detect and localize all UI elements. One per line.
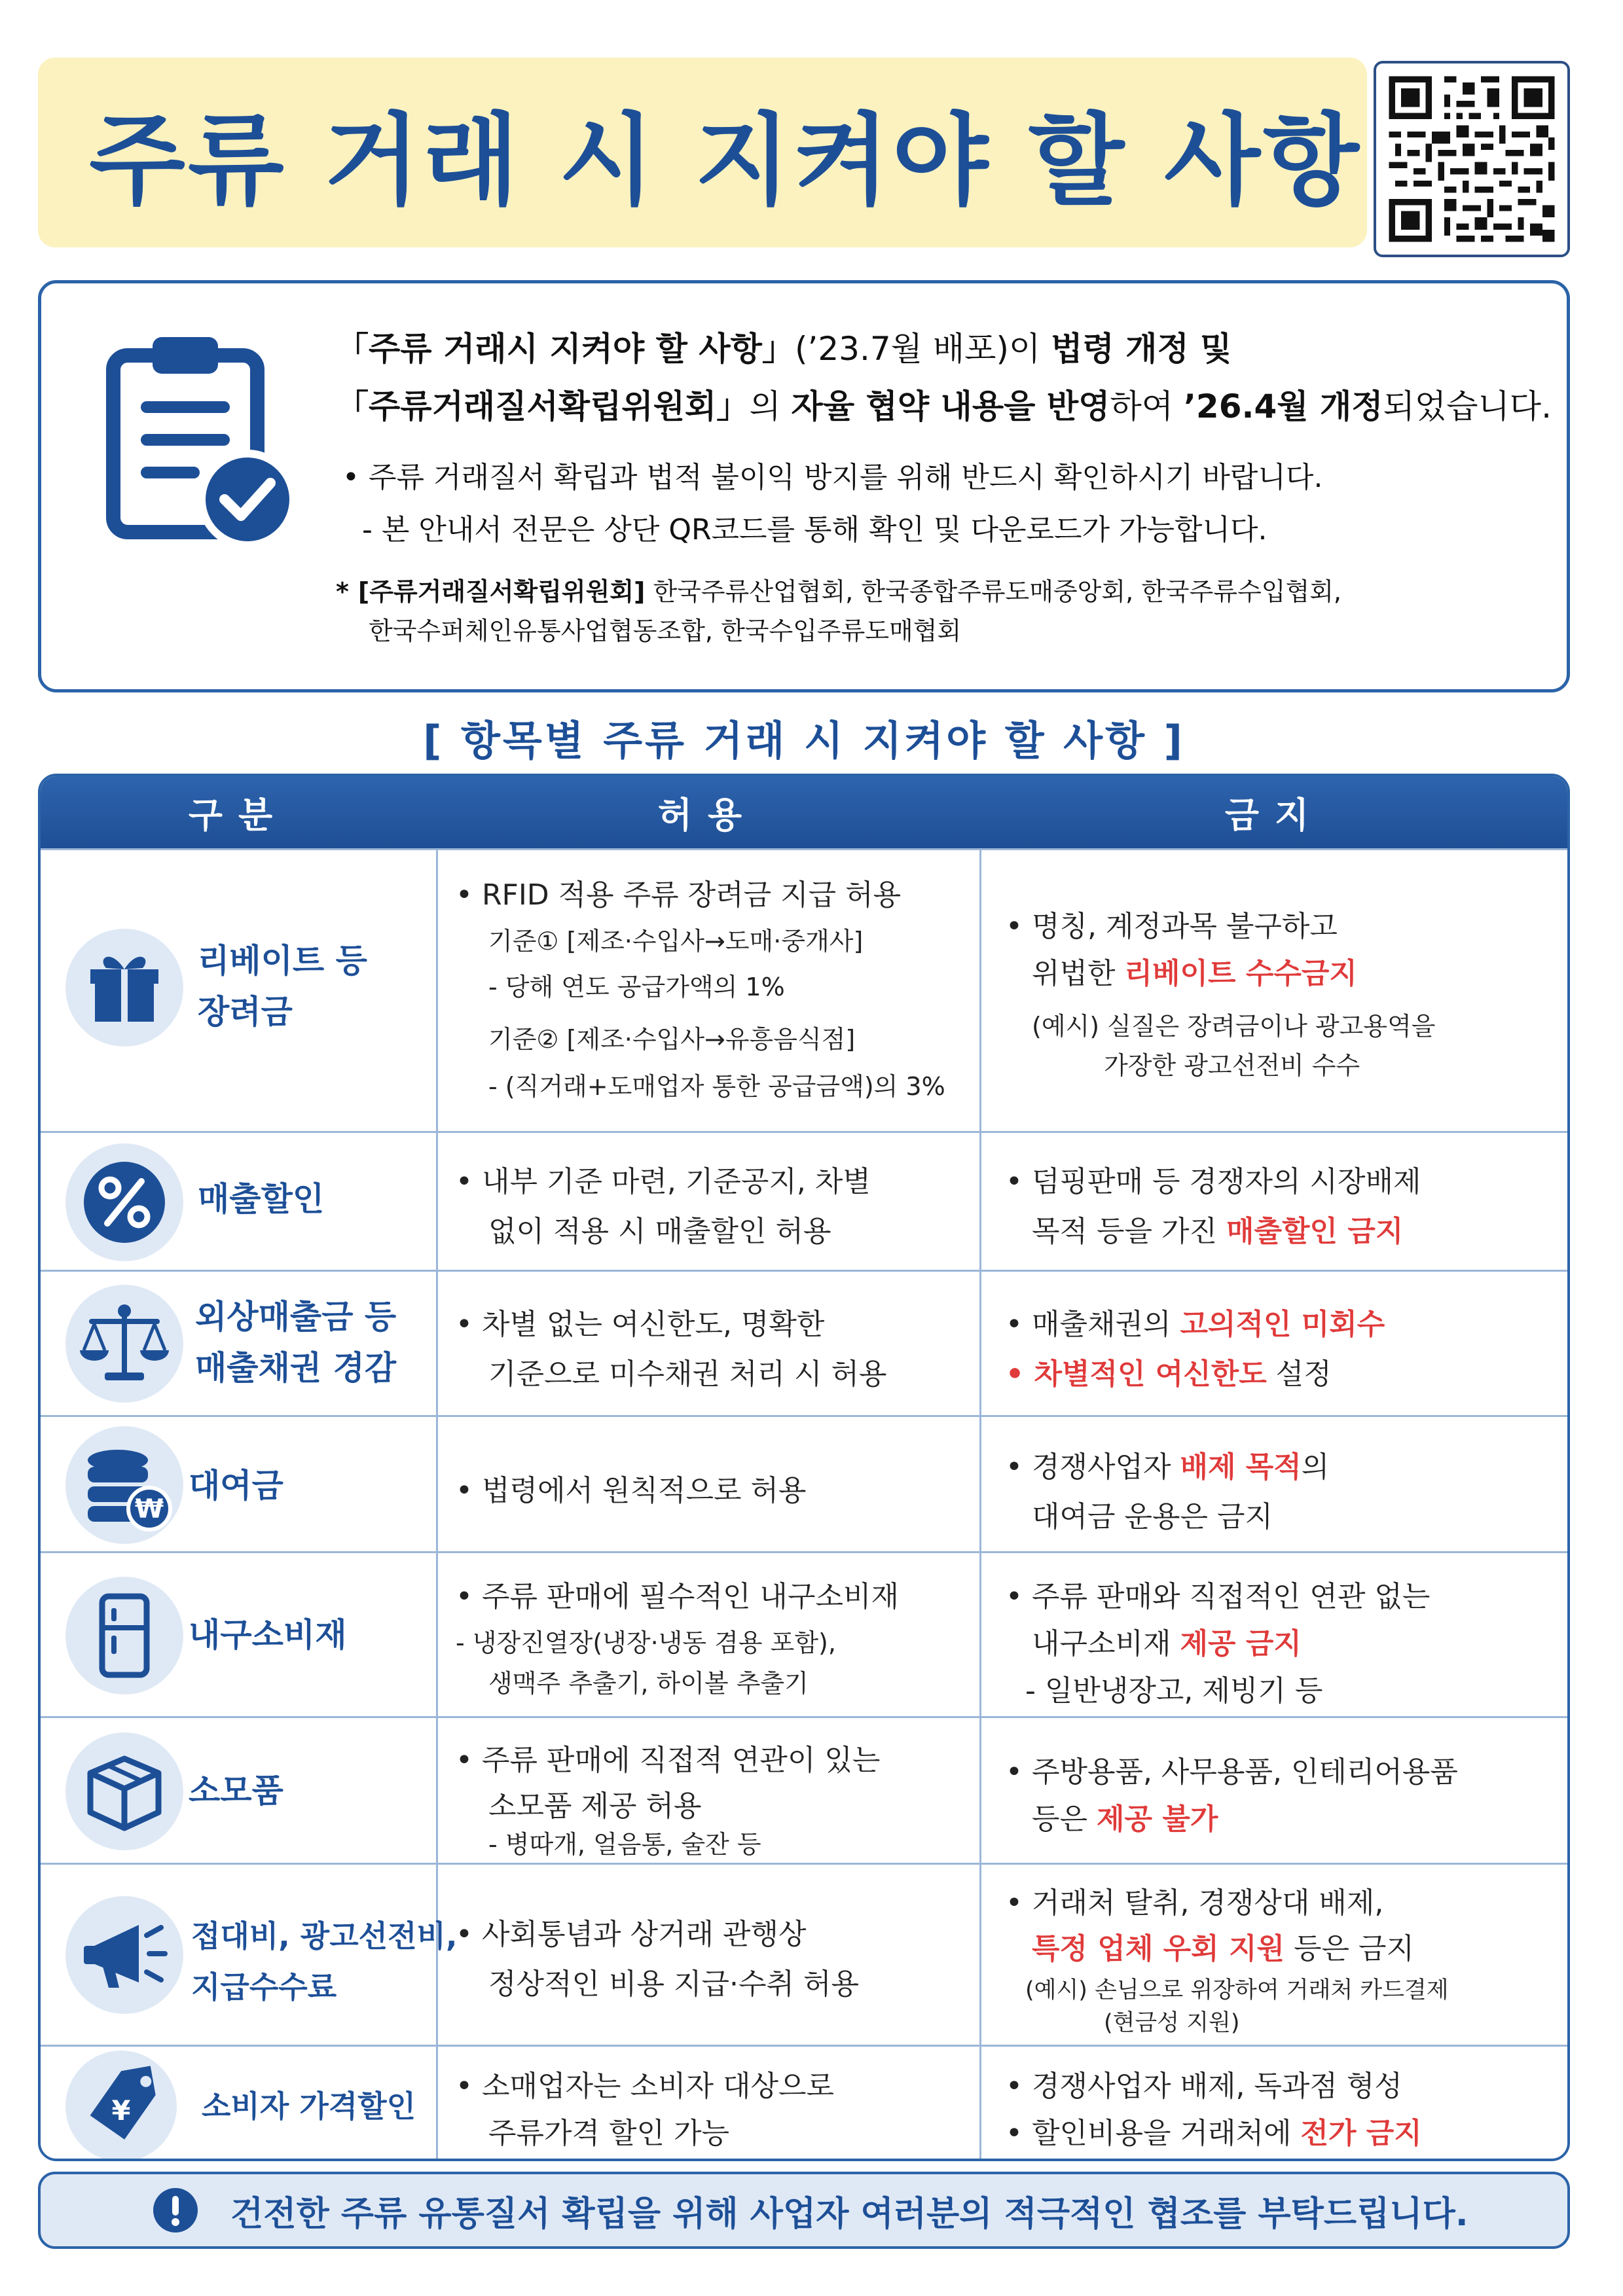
allowed-cell bbox=[436, 1133, 979, 1270]
allowed-text: • 주류 판매에 직접적 연관이 있는 bbox=[456, 1744, 881, 1777]
table-row bbox=[41, 1716, 1567, 1863]
category-label bbox=[189, 1609, 429, 1660]
prohibited-text bbox=[1006, 1300, 1385, 1342]
prohibited-cell bbox=[979, 1553, 1570, 1716]
allowed-cell bbox=[436, 1553, 979, 1716]
footer-message: 건전한 주류 유통질서 확립을 위해 사업자 여러분의 적극적인 협조를 부탁드립니다. bbox=[230, 2194, 1468, 2234]
intro-distribution-note: (’23.7월 배포)이 bbox=[794, 330, 1051, 368]
svg-text:₩: ₩ bbox=[134, 1494, 164, 1524]
intro-bullet-2: - 본 안내서 전문은 상단 QR코드를 통해 확인 및 다운로드가 가능합니다. bbox=[362, 513, 1267, 547]
prohibited-cell bbox=[979, 1865, 1570, 2045]
intro-text: 하여 bbox=[1110, 387, 1184, 425]
prohibited-text-part: 설정 bbox=[1266, 1357, 1332, 1391]
allowed-cell bbox=[436, 2047, 979, 2161]
prohibited-highlight: 배제 목적 bbox=[1180, 1450, 1302, 1484]
allowed-text: • 사회통념과 상거래 관행상 bbox=[456, 1918, 807, 1951]
allowed-text: 생맥주 추출기, 하이볼 추출기 bbox=[488, 1669, 809, 1698]
prohibited-text: • 주류 판매와 직접적인 연관 없는 bbox=[1006, 1580, 1431, 1613]
allowed-text: - 냉장진열장(냉장·냉동 겸용 포함), bbox=[456, 1628, 836, 1657]
category-cell bbox=[41, 1865, 458, 2045]
prohibited-example: (현금성 지원) bbox=[1104, 2010, 1240, 2036]
prohibited-cell bbox=[979, 1417, 1570, 1551]
price-tag-icon bbox=[65, 2051, 177, 2161]
prohibited-text bbox=[1032, 1620, 1302, 1662]
prohibited-cell bbox=[979, 850, 1570, 1131]
page-title: 주류 거래 시 지켜야 할 사항 bbox=[89, 103, 1362, 219]
prohibited-text bbox=[1006, 1350, 1332, 1392]
category-line: 소모품 bbox=[189, 1772, 283, 1810]
category-line: 접대비, 광고선전비, bbox=[191, 1918, 458, 1954]
coin-stack-icon bbox=[65, 1426, 183, 1544]
allowed-text: • 법령에서 원칙적으로 허용 bbox=[456, 1474, 807, 1507]
prohibited-text-part: • 매출채권의 bbox=[1006, 1308, 1180, 1341]
intro-revision-date: ’26.4월 개정 bbox=[1183, 387, 1383, 425]
allowed-text: - 병따개, 얼음통, 술잔 등 bbox=[488, 1830, 761, 1859]
prohibited-cell bbox=[979, 1133, 1570, 1270]
allowed-text: • RFID 적용 주류 장려금 지급 허용 bbox=[456, 878, 902, 912]
section-heading: [ 항목별 주류 거래 시 지켜야 할 사항 ] bbox=[423, 717, 1185, 764]
table-row bbox=[41, 1131, 1567, 1270]
intro-line-2 bbox=[336, 380, 1552, 427]
exclamation-icon bbox=[152, 2187, 199, 2234]
prohibited-cell bbox=[979, 2047, 1570, 2161]
allowed-text: • 내부 기준 마련, 기준공지, 차별 bbox=[456, 1165, 871, 1198]
allowed-text: 기준② [제조·수입사→유흥음식점] bbox=[488, 1025, 856, 1054]
category-cell bbox=[41, 1272, 436, 1415]
prohibited-text bbox=[1032, 950, 1357, 992]
category-label bbox=[189, 1765, 429, 1816]
allowed-cell bbox=[436, 1718, 979, 1863]
prohibited-text: • 덤핑판매 등 경쟁자의 시장배제 bbox=[1006, 1165, 1421, 1198]
qr-code-icon[interactable] bbox=[1374, 61, 1570, 257]
category-cell bbox=[41, 1133, 436, 1270]
refrigerator-icon bbox=[65, 1577, 183, 1695]
allowed-text: 주류가격 할인 가능 bbox=[488, 2117, 730, 2150]
prohibited-text-part: • 경쟁사업자 bbox=[1006, 1450, 1180, 1484]
category-label bbox=[198, 935, 429, 1037]
note-title: [주류거래질서확립위원회] bbox=[357, 577, 646, 606]
category-line: 지급수수료 bbox=[191, 1969, 337, 2005]
prohibited-highlight: 제공 불가 bbox=[1097, 1803, 1218, 1836]
allowed-text: 기준으로 미수채권 처리 시 허용 bbox=[488, 1357, 887, 1391]
allowed-cell bbox=[436, 1865, 979, 2045]
prohibited-text: 대여금 운용은 금지 bbox=[1032, 1500, 1273, 1534]
table-header bbox=[41, 776, 1567, 848]
prohibited-text-part: 등은 bbox=[1032, 1803, 1097, 1836]
header-allowed: 허용 bbox=[657, 794, 758, 836]
intro-text: 의 bbox=[749, 387, 792, 425]
allowed-text: - 당해 연도 공급가액의 1% bbox=[488, 973, 785, 1001]
prohibited-cell bbox=[979, 1272, 1570, 1415]
scale-icon bbox=[65, 1285, 183, 1403]
prohibited-text-part: 위법한 bbox=[1032, 957, 1125, 990]
intro-law-amendment: 법령 개정 및 bbox=[1051, 330, 1232, 368]
prohibited-text: • 명칭, 계정과목 불구하고 bbox=[1006, 910, 1338, 943]
prohibited-text: • 주방용품, 사무용품, 인테리어용품 bbox=[1006, 1755, 1458, 1789]
prohibited-text bbox=[1006, 2109, 1422, 2151]
category-label bbox=[191, 1910, 458, 2013]
svg-text:¥: ¥ bbox=[111, 2094, 131, 2126]
prohibited-text-part: 내구소비재 bbox=[1032, 1627, 1180, 1660]
prohibited-highlight: • 차별적인 여신한도 bbox=[1006, 1357, 1267, 1391]
prohibited-highlight: 제공 금지 bbox=[1180, 1627, 1302, 1660]
prohibited-cell bbox=[979, 1718, 1570, 1863]
allowed-cell bbox=[436, 1272, 979, 1415]
title-banner bbox=[38, 58, 1367, 247]
category-label bbox=[195, 1291, 429, 1393]
prohibited-text-part: 등은 금지 bbox=[1285, 1932, 1414, 1965]
prohibited-example: (예시) 실질은 장려금이나 광고용역을 bbox=[1032, 1012, 1436, 1041]
intro-agreement: 자율 협약 내용을 반영 bbox=[791, 387, 1110, 425]
prohibited-highlight: 고의적인 미회수 bbox=[1180, 1308, 1385, 1341]
allowed-cell bbox=[436, 1417, 979, 1551]
clipboard-check-icon bbox=[94, 323, 310, 558]
category-line: 내구소비재 bbox=[189, 1616, 347, 1654]
category-line: 리베이트 등 bbox=[198, 942, 367, 980]
intro-bullet-1: • 주류 거래질서 확립과 법적 불이익 방지를 위해 반드시 확인하시기 바랍니다. bbox=[342, 461, 1323, 494]
prohibited-text bbox=[1032, 1795, 1218, 1837]
prohibited-text bbox=[1032, 1925, 1414, 1967]
prohibited-example: 가장한 광고선전비 수수 bbox=[1104, 1051, 1360, 1080]
header-prohibited: 금지 bbox=[1224, 794, 1325, 836]
prohibited-text bbox=[1032, 1208, 1403, 1249]
megaphone-icon bbox=[65, 1896, 183, 2014]
category-label bbox=[202, 2081, 429, 2132]
allowed-text: 없이 적용 시 매출할인 허용 bbox=[488, 1215, 831, 1248]
prohibited-text-part: • 할인비용을 거래처에 bbox=[1006, 2117, 1301, 2150]
prohibited-highlight: 매출할인 금지 bbox=[1226, 1215, 1404, 1248]
percent-icon bbox=[65, 1143, 183, 1261]
note-asterisk: * bbox=[336, 577, 349, 606]
category-cell bbox=[41, 2047, 436, 2161]
table-row bbox=[41, 1270, 1567, 1415]
prohibited-text: - 일반냉장고, 제빙기 등 bbox=[1025, 1674, 1323, 1708]
category-cell bbox=[41, 850, 436, 1131]
category-cell bbox=[41, 1718, 436, 1863]
prohibited-text: • 거래처 탈취, 경쟁상대 배제, bbox=[1006, 1886, 1384, 1920]
rules-table bbox=[38, 774, 1570, 2161]
intro-line-1 bbox=[336, 323, 1232, 370]
prohibited-highlight: 리베이트 수수금지 bbox=[1124, 957, 1357, 990]
allowed-text: • 소매업자는 소비자 대상으로 bbox=[456, 2070, 834, 2103]
intro-text: 되었습니다. bbox=[1383, 387, 1552, 425]
allowed-text: 기준① [제조·수입사→도매·중개사] bbox=[488, 927, 864, 956]
header-category: 구분 bbox=[188, 794, 289, 836]
intro-guide-title: 「주류 거래시 지켜야 할 사항」 bbox=[336, 330, 795, 368]
category-line: 장려금 bbox=[198, 993, 293, 1031]
intro-committee-name: 「주류거래질서확립위원회」 bbox=[336, 387, 750, 425]
category-line: 대여금 bbox=[189, 1467, 283, 1505]
box-icon bbox=[65, 1732, 183, 1850]
prohibited-text-part: 목적 등을 가진 bbox=[1032, 1215, 1226, 1248]
category-cell bbox=[41, 1553, 436, 1716]
table-row bbox=[41, 848, 1567, 1131]
table-row bbox=[41, 2045, 1567, 2161]
allowed-text: • 주류 판매에 필수적인 내구소비재 bbox=[456, 1580, 899, 1613]
intro-box bbox=[38, 280, 1570, 692]
table-row bbox=[41, 1551, 1567, 1716]
category-label bbox=[189, 1460, 429, 1511]
prohibited-text-part: 의 bbox=[1301, 1450, 1330, 1484]
note-members-1: 한국주류산업협회, 한국종합주류도매중앙회, 한국주류수입협회, bbox=[645, 577, 1341, 606]
note-members-2: 한국수퍼체인유통사업협동조합, 한국수입주류도매협회 bbox=[369, 617, 962, 645]
allowed-text: • 차별 없는 여신한도, 명확한 bbox=[456, 1308, 825, 1341]
prohibited-highlight: 특정 업체 우회 지원 bbox=[1032, 1932, 1285, 1965]
prohibited-text bbox=[1006, 1443, 1329, 1485]
table-row bbox=[41, 1863, 1567, 2045]
footer-bar bbox=[38, 2172, 1570, 2249]
prohibited-example: (예시) 손님으로 위장하여 거래처 카드결제 bbox=[1025, 1977, 1449, 2003]
allowed-text: 정상적인 비용 지급·수취 허용 bbox=[488, 1967, 859, 2001]
committee-note bbox=[336, 571, 1341, 607]
prohibited-highlight: 전가 금지 bbox=[1300, 2117, 1422, 2150]
allowed-cell bbox=[436, 850, 979, 1131]
category-line: 외상매출금 등 bbox=[195, 1298, 397, 1336]
table-row bbox=[41, 1415, 1567, 1551]
category-label bbox=[198, 1174, 429, 1225]
category-cell bbox=[41, 1417, 436, 1551]
category-line: 매출채권 경감 bbox=[195, 1349, 397, 1387]
category-line: 매출할인 bbox=[198, 1180, 325, 1218]
category-line: 소비자 가격할인 bbox=[202, 2089, 416, 2124]
prohibited-text: • 경쟁사업자 배제, 독과점 형성 bbox=[1006, 2070, 1402, 2103]
gift-icon bbox=[65, 929, 183, 1047]
allowed-text: 소모품 제공 허용 bbox=[488, 1789, 702, 1823]
allowed-text: - (직거래+도매업자 통한 공급금액)의 3% bbox=[488, 1072, 945, 1101]
